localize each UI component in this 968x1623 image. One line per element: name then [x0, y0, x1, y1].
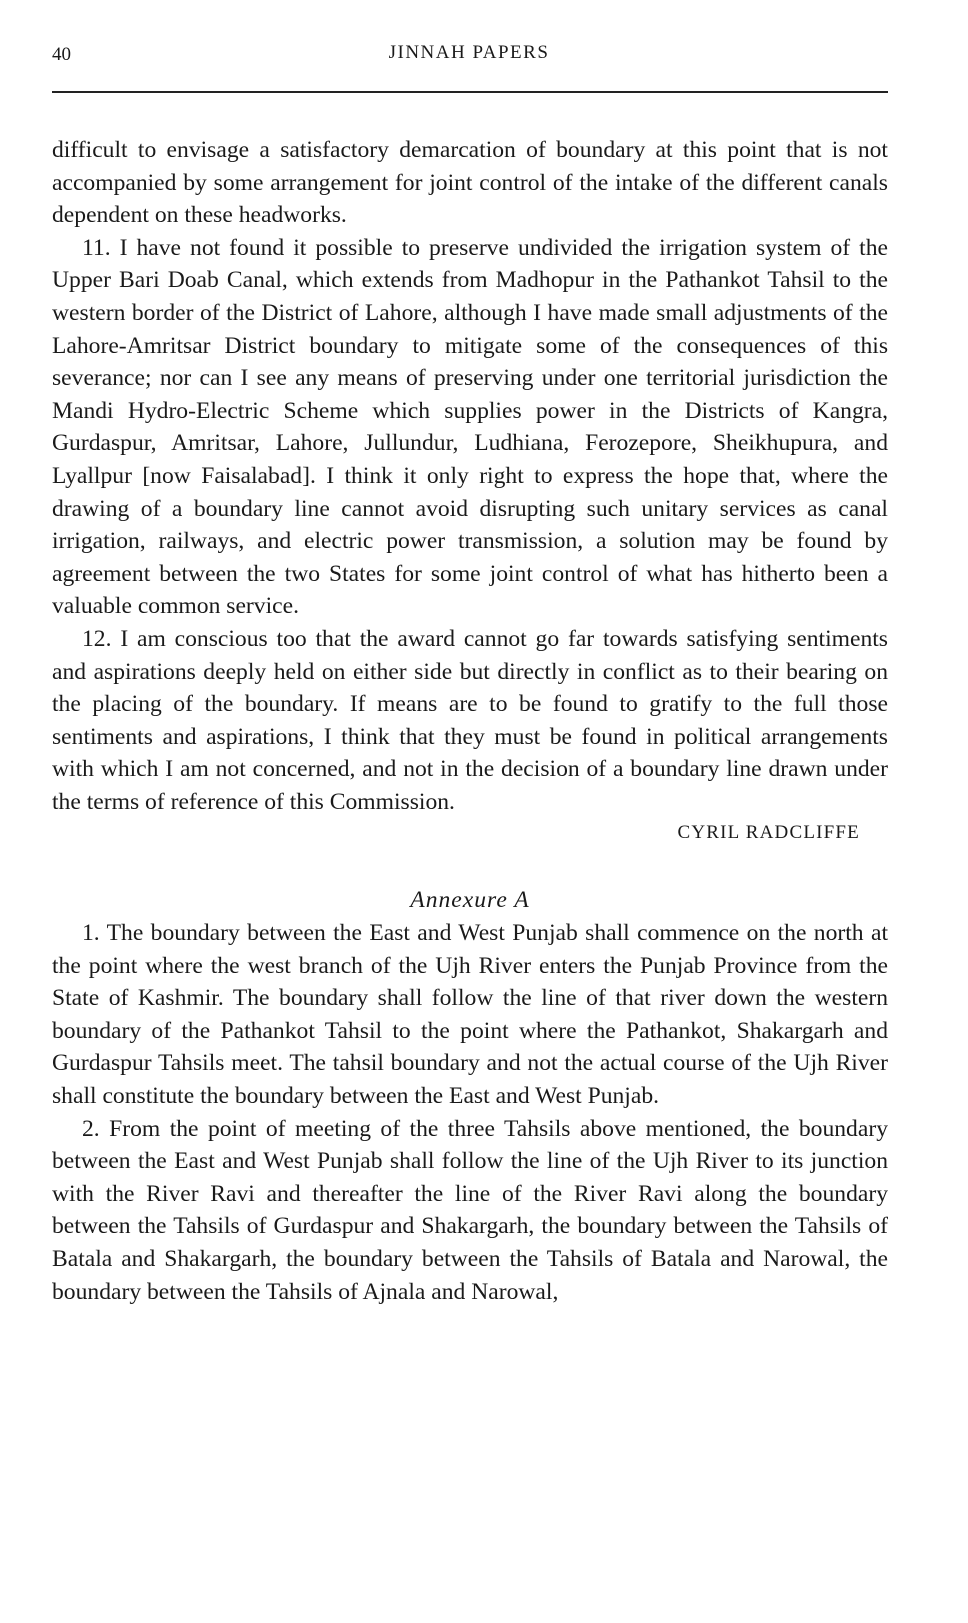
paragraph-continued: difficult to envisage a satisfactory demarcation of boundary at this point that is not accompanied by some arrangement for joint control of the intake of the different canals dependent on these headworks.: [52, 137, 888, 229]
page-number: 40: [52, 44, 71, 65]
header-rule: [52, 91, 888, 93]
paragraph-12: 12. I am conscious too that the award cannot go far towards satisfying sentiments and aspirations deeply held on either side but directly in conflict as to their bearing on the placing of the boundary. If means are to be found to gratify to the full those sentiments and aspirations, I think that they must be found in political arrangements with which I am not concerned, and not in the decision of a boundary line drawn under the terms of reference of this Commission.: [52, 625, 888, 815]
paragraph-11: 11. I have not found it possible to preserve undivided the irrigation system of the Upper Bari Doab Canal, which extends from Madhopur in the Pathankot Tahsil to the western border of the District of Lahore, although I have made small adjustments of the Lahore-Amritsar District boundary to mitigate some of the consequences of this severance; nor can I see any means of preserving under one territorial jurisdiction the Mandi Hydro-Electric Scheme which supplies power in the Districts of Kangra, Gurdaspur, Amritsar, Lahore, Jullundur, Ludhiana, Ferozepore, Sheikhupura, and Lyallpur [now Faisalabad]. I think it only right to express the hope that, where the drawing of a boundary line cannot avoid disrupting such unitary services as canal irrigation, railways, and electric power transmission, a solution may be found by agreement between the two States for some joint control of what has hitherto been a valuable common service.: [52, 234, 888, 620]
signature: CYRIL RADCLIFFE: [677, 822, 860, 844]
annexure-paragraph-1: 1. The boundary between the East and West Punjab shall commence on the north at the point where the west branch of the Ujh River enters the Punjab Province from the State of Kashmir. The boundary shall follow the line of that river down the western boundary of the Pathankot Tahsil to the point where the Pathankot, Shakargarh and Gurdaspur Tahsils meet. The tahsil boundary and not the actual course of the Ujh River shall constitute the boundary between the East and West Punjab.: [52, 920, 888, 1110]
running-header: [52, 40, 886, 70]
body-text: [52, 134, 888, 1308]
running-title: JINNAH PAPERS: [388, 42, 550, 63]
annexure-paragraph-2: 2. From the point of meeting of the three Tahsils above mentioned, the boundary between the East and West Punjab shall follow the line of the Ujh River to its junction with the River Ravi and thereafter the line of the River Ravi along the boundary between the Tahsils of Gurdaspur and Shakargarh, the boundary between the Tahsils of Batala and Shakargarh, the boundary between the Tahsils of Batala and Narowal, the boundary between the Tahsils of Ajnala and Narowal,: [52, 1115, 888, 1305]
annexure-heading: Annexure A: [410, 887, 530, 914]
